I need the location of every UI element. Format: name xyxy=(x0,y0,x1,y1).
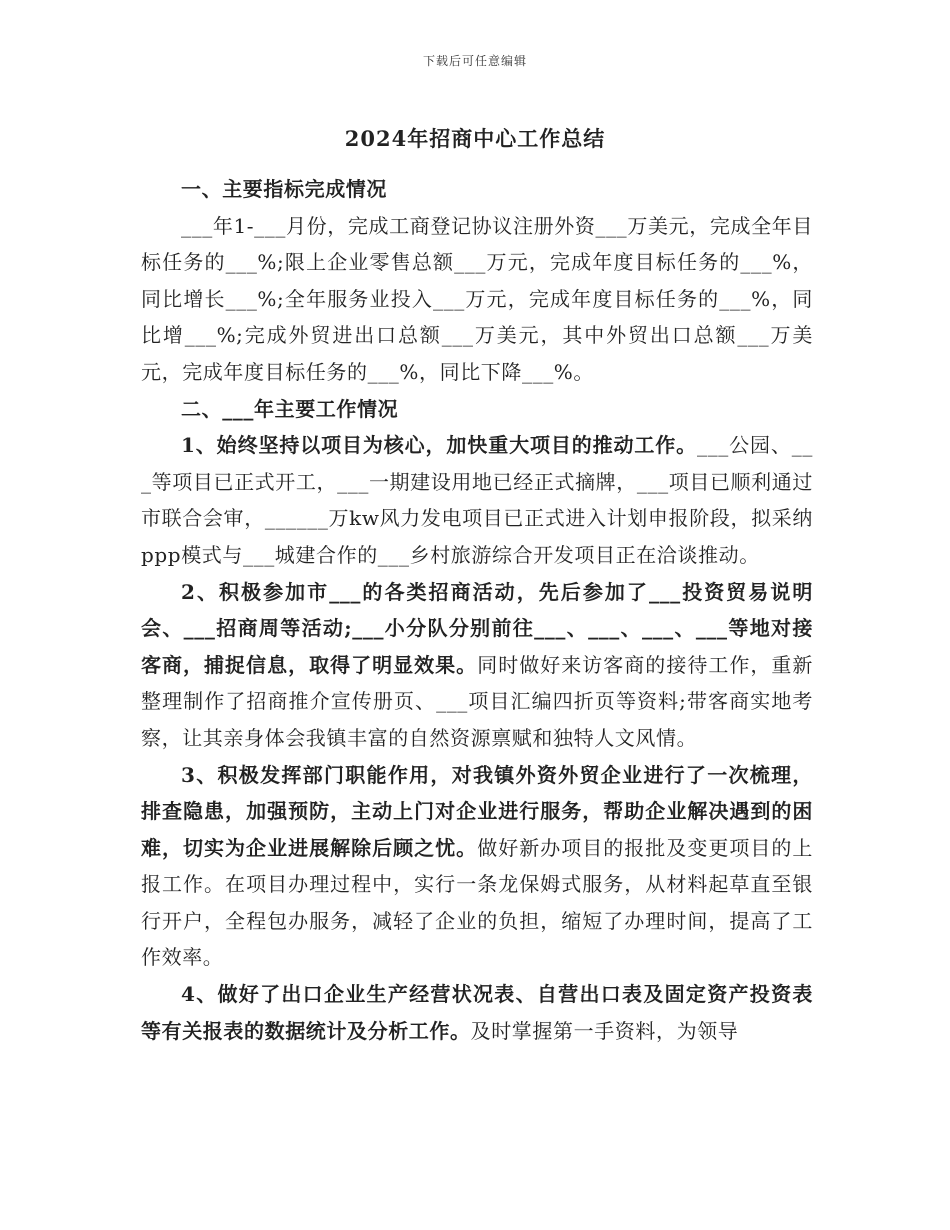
page-header-note: 下载后可任意编辑 xyxy=(422,54,527,68)
work-item-4-lead: 4、做好了出口企业生产经营状况表、自营出口表及固定资产投资表等有关报表的数据统计及分析工作。 xyxy=(141,982,813,1043)
document-body xyxy=(141,171,813,1049)
section-1-paragraph: ___年1-___月份，完成工商登记协议注册外资___万美元，完成全年目标任务的___%;限上企业零售总额___万元，完成年度目标任务的___%，同比增长___%;全年服务业投入___万元，完成年度目标任务的___%，同比增___%;完成外贸进出口总额___万美元，其中外贸出口总额___万美元，完成年度目标任务的___%，同比下降___%。 xyxy=(141,213,813,384)
work-item-1-lead: 1、始终坚持以项目为核心，加快重大项目的推动工作。 xyxy=(181,433,698,458)
work-item-3-body: 做好新办项目的报批及变更项目的上报工作。在项目办理过程中，实行一条龙保姆式服务，从材料起草直至银行开户，全程包办服务，减轻了企业的负担，缩短了办理时间，提高了工作效率。 xyxy=(141,835,813,970)
work-item-2 xyxy=(141,574,813,757)
section-1-heading: 一、主要指标完成情况 xyxy=(181,177,387,201)
document-title: 2024年招商中心工作总结 xyxy=(344,126,606,151)
work-item-2-body: 同时做好来访客商的接待工作，重新整理制作了招商推介宣传册页、___项目汇编四折页等资料;带客商实地考察，让其亲身体会我镇丰富的自然资源禀赋和独特人文风情。 xyxy=(141,652,813,750)
work-item-3-lead: 3、积极发挥部门职能作用，对我镇外资外贸企业进行了一次梳理，排查隐患，加强预防，主动上门对企业进行服务，帮助企业解决遇到的困难，切实为企业进展解除后顾之忧。 xyxy=(141,762,813,860)
work-item-2-lead: 2、积极参加市___的各类招商活动，先后参加了___投资贸易说明会、___招商周等活动;___小分队分别前往___、___、___、___等地对接客商，捕捉信息，取得了明显效果。 xyxy=(141,579,813,677)
work-item-4 xyxy=(141,976,813,1049)
work-item-4-body: 及时掌握第一手资料，为领导 xyxy=(470,1018,739,1043)
work-item-1 xyxy=(141,427,813,573)
section-2-heading: 二、___年主要工作情况 xyxy=(181,396,399,421)
work-item-1-body: ___公园、___等项目已正式开工，___一期建设用地已经正式摘牌，___项目已顺利通过市联合会审，______万kw风力发电项目已正式进入计划申报阶段，拟采纳ppp模式与___城建合作的___乡村旅游综合开发项目正在洽谈推动。 xyxy=(141,433,813,567)
work-item-3 xyxy=(141,757,813,977)
